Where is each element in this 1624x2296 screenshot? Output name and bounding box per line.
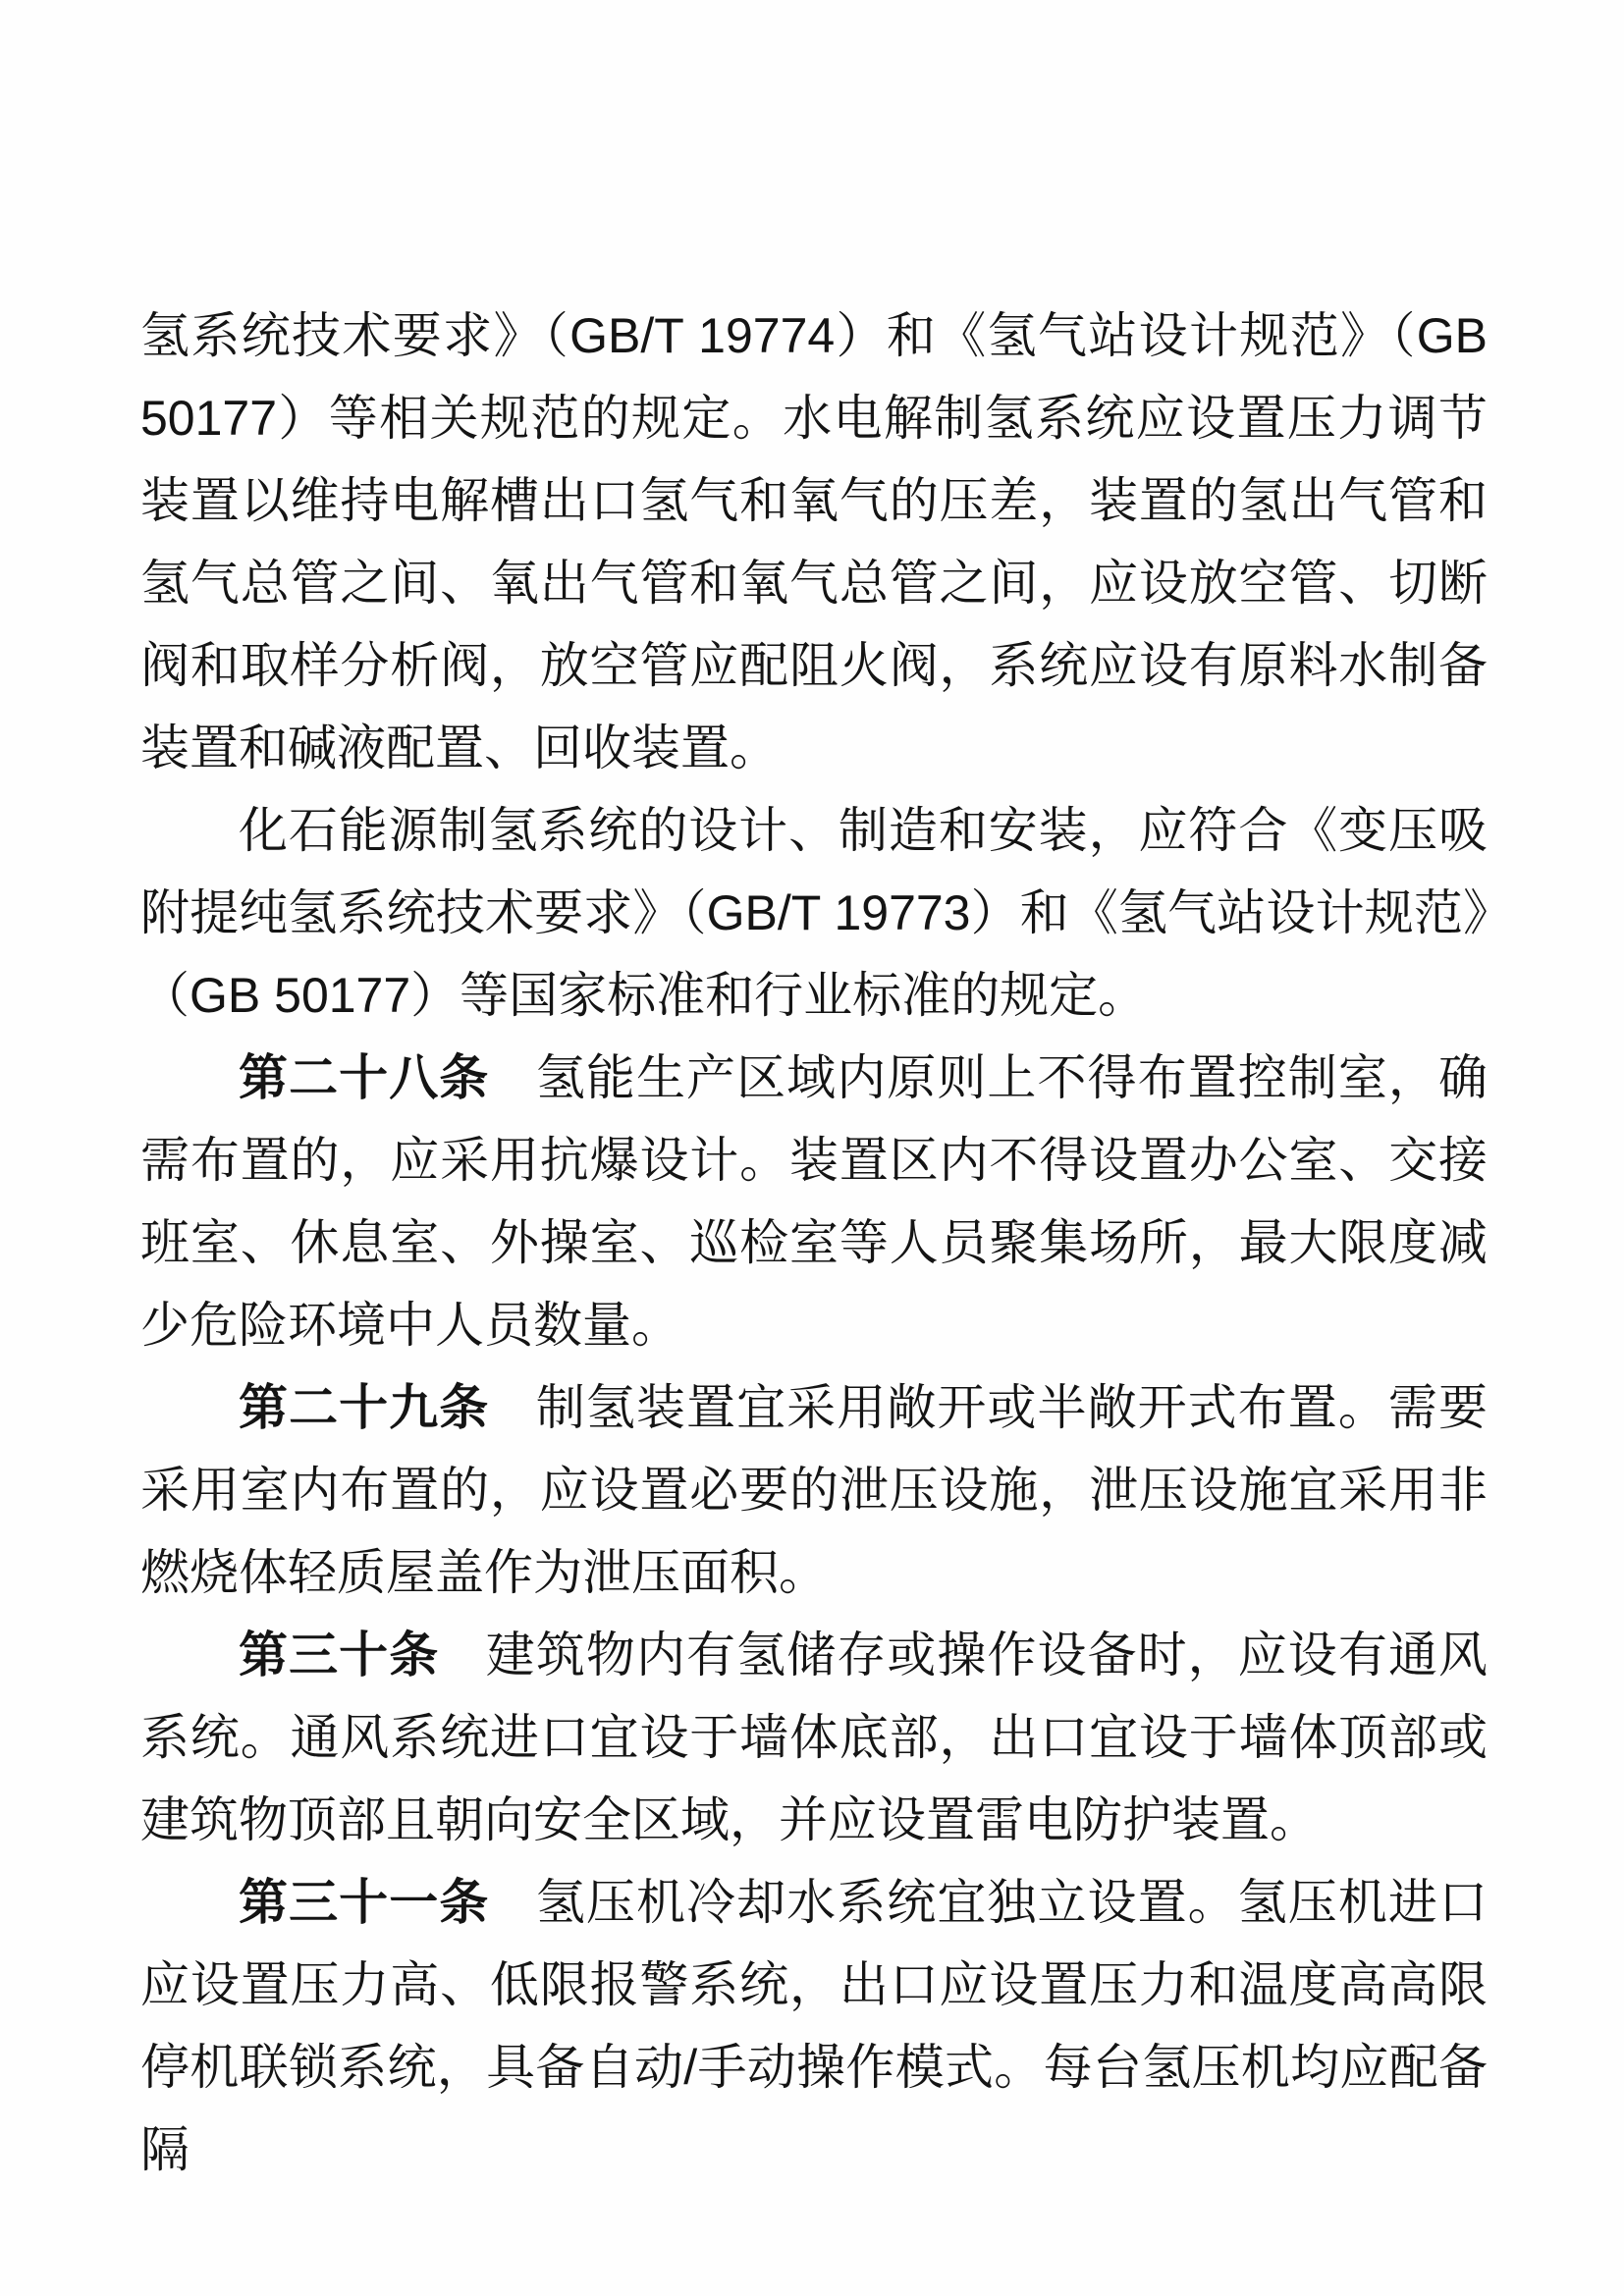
- article-29-heading: 第二十九条: [239, 1380, 490, 1435]
- paragraph-article-31: [140, 1861, 1488, 2191]
- paragraph-text: 氢能生产区域内原则上不得布置控制室，确需布置的，应采用抗爆设计。装置区内不得设置办公室、交接班室、休息室、外操室、巡检室等人员聚集场所，最大限度减少危险环境中人员数量。: [140, 1050, 1489, 1353]
- paragraph-text: 化石能源制氢系统的设计、制造和安装，应符合《变压吸附提纯氢系统技术要求》（GB/T 19773）和《氢气站设计规范》（GB 50177）等国家标准和行业标准的规定。: [140, 803, 1488, 1023]
- paragraph-text: 建筑物内有氢储存或操作设备时，应设有通风系统。通风系统进口宜设于墙体底部，出口宜设于墙体顶部或建筑物顶部且朝向安全区域，并应设置雷电防护装置。: [140, 1628, 1489, 1847]
- paragraph-text: 氢压机冷却水系统宜独立设置。氢压机进口应设置压力高、低限报警系统，出口应设置压力和温度高高限停机联锁系统，具备自动/手动操作模式。每台氢压机均应配备隔: [140, 1875, 1489, 2177]
- paragraph-text: 制氢装置宜采用敞开或半敞开式布置。需要采用室内布置的，应设置必要的泄压设施，泄压设施宜采用非燃烧体轻质屋盖作为泄压面积。: [140, 1380, 1489, 1600]
- paragraph-article-28: [140, 1037, 1488, 1366]
- article-30-heading: 第三十条: [239, 1628, 440, 1682]
- article-31-heading: 第三十一条: [239, 1875, 490, 1930]
- document-body-text: [140, 294, 1488, 2191]
- paragraph-article-30: [140, 1614, 1488, 1861]
- paragraph-continuation: [140, 294, 1488, 789]
- article-28-heading: 第二十八条: [239, 1050, 490, 1105]
- paragraph-text: 氢系统技术要求》（GB/T 19774）和《氢气站设计规范》（GB 50177）等相关规范的规定。水电解制氢系统应设置压力调节装置以维持电解槽出口氢气和氧气的压差，装置的氢出气管和氢气总管之间、氧出气管和氧气总管之间，应设放空管、切断阀和取样分析阀，放空管应配阻火阀，系统应设有原料水制备装置和碱液配置、回收装置。: [140, 308, 1488, 775]
- paragraph: [140, 789, 1488, 1037]
- paragraph-article-29: [140, 1366, 1488, 1614]
